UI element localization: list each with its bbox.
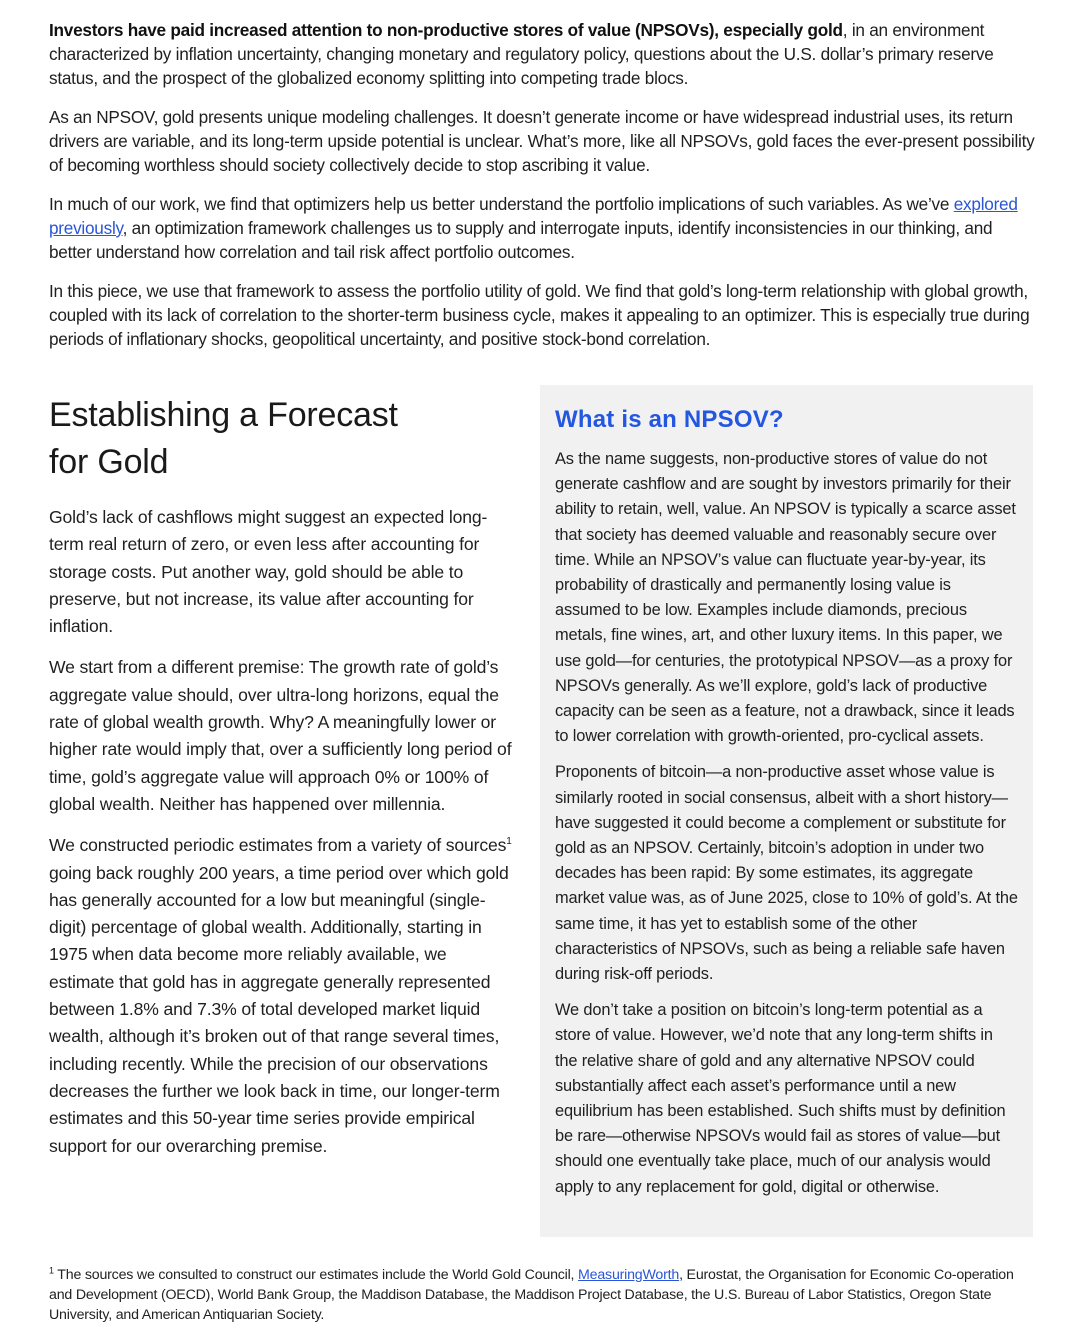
forecast-section: [49, 392, 514, 1174]
intro-lead-bold: Investors have paid increased attention to non-productive stores of value (NPSOVs), especially gold: [49, 20, 843, 40]
sidebar-paragraph-3: We don’t take a position on bitcoin’s long-term potential as a store of value. However, we’d note that any long-term shifts in the relative share of gold and any alternative NPSOV could substantially affect each asset’s performance until a new equilibrium has been established. Such shifts must by definition be rare—otherwise NPSOVs would fail as stores of value—but should one eventually take place, much of our analysis would apply to any replacement for gold, digital or otherwise.: [555, 1001, 1006, 1196]
intro-paragraph-1: Investors have paid increased attention to non-productive stores of value (NPSOVs), especially gold, in an environment characterized by inflation uncertainty, changing monetary and regulatory policy, questions about the U.S. dollar’s primary reserve status, and the prospect of the globalized economy splitting into competing trade blocs.: [49, 20, 994, 88]
section-paragraph-2: We start from a different premise: The growth rate of gold’s aggregate value should, over ultra-long horizons, equal the rate of global wealth growth. Why? A meaningfully lower or higher rate would imply that, over a sufficiently long period of time, gold’s aggregate value will approach 0% or 100% of global wealth. Neither has happened over millennia.: [49, 657, 512, 814]
sidebar-paragraph-1: As the name suggests, non-productive stores of value do not generate cashflow and are sought by investors primarily for their ability to retain, well, value. An NPSOV is typically a scarce asset that society has deemed valuable and reasonably secure over time. While an NPSOV’s value can fluctuate year-by-year, its probability of drastically and permanently losing value is assumed to be low. Examples include diamonds, precious metals, fine wines, art, and other luxury items. In this paper, we use gold—for centuries, the prototypical NPSOV—as a proxy for NPSOVs generally. As we’ll explore, gold’s lack of productive capacity can be seen as a feature, not a drawback, since it leads to lower correlation with growth-oriented, pro-cyclical assets.: [555, 450, 1016, 746]
sidebar-body: [555, 447, 1019, 1200]
footnote: $^1$ The sources we consulted to construct our estimates include the World Gold Council, MeasuringWorth, Eurostat, the Organisation for Economic Co-operation and Development (OECD), World Bank Group, the Maddison Database, the Maddison Project Database, the U.S. Bureau of Labor Statistics, Oregon State University, and American Antiquarian Society.: [49, 1265, 1014, 1323]
measuringworth-link[interactable]: MeasuringWorth: [578, 1267, 680, 1283]
footnote-number: 1: [49, 1265, 54, 1276]
intro-paragraph-2: As an NPSOV, gold presents unique modeling challenges. It doesn’t generate income or have widespread industrial uses, its return drivers are variable, and its long-term upside potential is unclear. What’s more, like all NPSOVs, gold faces the ever-present possibility of becoming worthless should society collectively decide to stop ascribing it value.: [49, 107, 1035, 175]
section-title: Establishing a Forecast for Gold: [49, 396, 398, 481]
section-body: [49, 504, 514, 1160]
section-paragraph-3: We constructed periodic estimates from a variety of sources$^1$ going back roughly 200 years, a time period over which gold has generally accounted for a low but meaningful (single-digit) percentage of global wealth. Additionally, starting in 1975 when data become more reliably available, we estimate that gold has in aggregate generally represented between 1.8% and 7.3% of total developed market liquid wealth, although it’s broken out of that range several times, including recently. While the precision of our observations decreases the further we look back in time, our longer-term estimates and this 50-year time series provide empirical support for our overarching premise.: [49, 835, 512, 1156]
npsov-sidebar-box: [540, 385, 1033, 1237]
footnote-marker[interactable]: 1: [506, 836, 512, 848]
intro-section: [49, 18, 1039, 366]
sidebar-paragraph-2: Proponents of bitcoin—a non-productive asset whose value is similarly rooted in social consensus, albeit with a short history—have suggested it could become a complement or substitute for gold as an NPSOV. Certainly, bitcoin’s adoption in under two decades has been rapid: By some estimates, its aggregate market value was, as of June 2025, close to 10% of gold’s. At the same time, it has yet to establish some of the other characteristics of NPSOVs, such as being a reliable safe haven during risk-off periods.: [555, 763, 1018, 984]
explored-previously-link[interactable]: explored previously: [49, 194, 1018, 238]
section-paragraph-1: Gold’s lack of cashflows might suggest an expected long-term real return of zero, or even less after accounting for storage costs. Put another way, gold should be able to preserve, but not increase, its value after accounting for inflation.: [49, 507, 488, 637]
intro-paragraph-3: In much of our work, we find that optimizers help us better understand the portfolio implications of such variables. As we’ve explored previously, an optimization framework challenges us to supply and interrogate inputs, identify inconsistencies in our thinking, and better understand how correlation and tail risk affect portfolio outcomes.: [49, 194, 1018, 262]
sidebar-title: What is an NPSOV?: [555, 406, 784, 433]
intro-paragraph-4: In this piece, we use that framework to assess the portfolio utility of gold. We find that gold’s long-term relationship with global growth, coupled with its lack of correlation to the shorter-term business cycle, makes it appealing to an optimizer. This is especially true during periods of inflationary shocks, geopolitical uncertainty, and positive stock-bond correlation.: [49, 281, 1030, 349]
